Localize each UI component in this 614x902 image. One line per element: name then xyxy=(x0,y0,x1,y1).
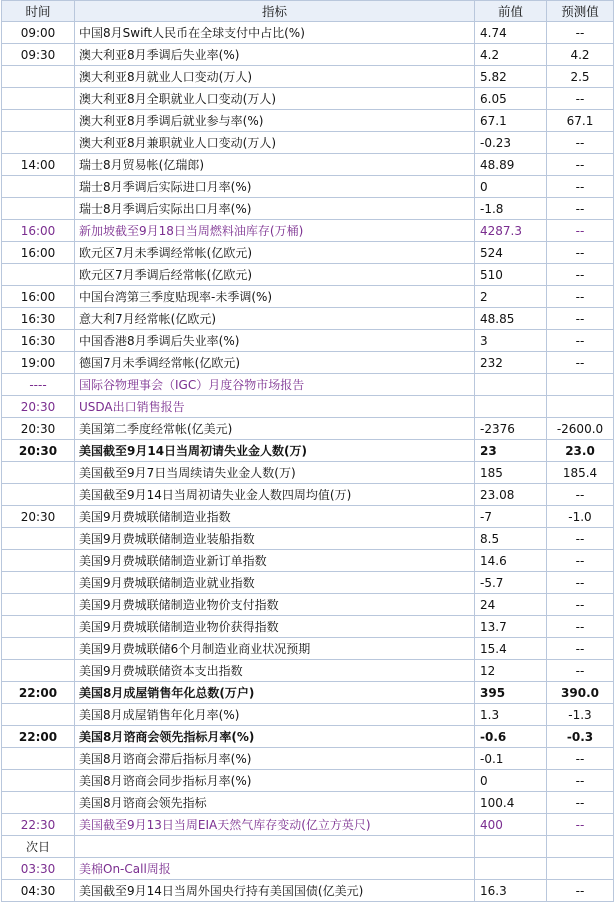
row-indicator: 澳大利亚8月全职就业人口变动(万人) xyxy=(75,88,475,110)
row-previous xyxy=(475,374,547,396)
table-row xyxy=(2,88,614,110)
row-previous xyxy=(475,396,547,418)
table-row xyxy=(2,176,614,198)
row-previous: 16.3 xyxy=(475,880,547,902)
table-row xyxy=(2,396,614,418)
row-indicator: 澳大利亚8月兼职就业人口变动(万人) xyxy=(75,132,475,154)
table-row xyxy=(2,286,614,308)
row-forecast: -- xyxy=(547,616,614,638)
table-row xyxy=(2,484,614,506)
row-previous: 12 xyxy=(475,660,547,682)
row-time: 14:00 xyxy=(2,154,75,176)
row-previous: 4.74 xyxy=(475,22,547,44)
row-indicator xyxy=(75,836,475,858)
row-indicator: 瑞士8月贸易帐(亿瑞郎) xyxy=(75,154,475,176)
row-time: 20:30 xyxy=(2,418,75,440)
table-row xyxy=(2,506,614,528)
row-forecast: -- xyxy=(547,814,614,836)
row-indicator: 美国8月谘商会同步指标月率(%) xyxy=(75,770,475,792)
table-row xyxy=(2,792,614,814)
row-previous: 23.08 xyxy=(475,484,547,506)
table-row xyxy=(2,352,614,374)
row-time: 16:00 xyxy=(2,286,75,308)
row-indicator: 美国截至9月14日当周外国央行持有美国国债(亿美元) xyxy=(75,880,475,902)
row-time xyxy=(2,638,75,660)
row-forecast: -0.3 xyxy=(547,726,614,748)
table-row xyxy=(2,814,614,836)
row-indicator: 瑞士8月季调后实际进口月率(%) xyxy=(75,176,475,198)
row-previous: 6.05 xyxy=(475,88,547,110)
row-forecast: -- xyxy=(547,748,614,770)
row-indicator: 美棉On-Call周报 xyxy=(75,858,475,880)
row-indicator: 美国8月谘商会领先指标 xyxy=(75,792,475,814)
row-previous: 0 xyxy=(475,770,547,792)
header-previous: 前值 xyxy=(475,1,547,22)
row-forecast: -1.3 xyxy=(547,704,614,726)
row-previous: 400 xyxy=(475,814,547,836)
header-indicator: 指标 xyxy=(75,1,475,22)
table-row xyxy=(2,858,614,880)
row-forecast: -2600.0 xyxy=(547,418,614,440)
row-previous: -5.7 xyxy=(475,572,547,594)
table-row xyxy=(2,330,614,352)
row-indicator: 美国截至9月7日当周续请失业金人数(万) xyxy=(75,462,475,484)
table-row xyxy=(2,616,614,638)
row-time: ---- xyxy=(2,374,75,396)
row-time xyxy=(2,132,75,154)
table-row xyxy=(2,638,614,660)
row-time xyxy=(2,594,75,616)
table-row xyxy=(2,682,614,704)
row-previous: -0.6 xyxy=(475,726,547,748)
row-indicator: 美国第二季度经常帐(亿美元) xyxy=(75,418,475,440)
row-previous: 48.89 xyxy=(475,154,547,176)
row-previous xyxy=(475,836,547,858)
table-row xyxy=(2,154,614,176)
row-indicator: 中国8月Swift人民币在全球支付中占比(%) xyxy=(75,22,475,44)
table-row xyxy=(2,66,614,88)
table-row xyxy=(2,594,614,616)
table-row xyxy=(2,242,614,264)
row-previous: 100.4 xyxy=(475,792,547,814)
row-time: 16:00 xyxy=(2,220,75,242)
row-time xyxy=(2,528,75,550)
row-time: 22:00 xyxy=(2,726,75,748)
row-forecast: -- xyxy=(547,132,614,154)
row-indicator: 澳大利亚8月就业人口变动(万人) xyxy=(75,66,475,88)
row-indicator: 新加坡截至9月18日当周燃料油库存(万桶) xyxy=(75,220,475,242)
row-time: 19:00 xyxy=(2,352,75,374)
row-previous: 524 xyxy=(475,242,547,264)
row-forecast: -- xyxy=(547,770,614,792)
row-forecast: 2.5 xyxy=(547,66,614,88)
row-time xyxy=(2,198,75,220)
row-indicator: 美国8月谘商会领先指标月率(%) xyxy=(75,726,475,748)
row-time xyxy=(2,264,75,286)
row-previous: -0.1 xyxy=(475,748,547,770)
row-previous: 395 xyxy=(475,682,547,704)
row-time xyxy=(2,176,75,198)
row-forecast: -- xyxy=(547,792,614,814)
row-time: 04:30 xyxy=(2,880,75,902)
row-forecast: 185.4 xyxy=(547,462,614,484)
row-previous: 24 xyxy=(475,594,547,616)
row-forecast: -- xyxy=(547,198,614,220)
row-time xyxy=(2,550,75,572)
row-indicator: 美国截至9月14日当周初请失业金人数四周均值(万) xyxy=(75,484,475,506)
row-indicator: 澳大利亚8月季调后就业参与率(%) xyxy=(75,110,475,132)
table-row xyxy=(2,528,614,550)
table-row xyxy=(2,880,614,902)
row-time: 20:30 xyxy=(2,506,75,528)
row-forecast: -- xyxy=(547,594,614,616)
row-forecast: 67.1 xyxy=(547,110,614,132)
row-forecast: -1.0 xyxy=(547,506,614,528)
row-time: 03:30 xyxy=(2,858,75,880)
table-row xyxy=(2,132,614,154)
row-previous: 8.5 xyxy=(475,528,547,550)
row-time: 16:00 xyxy=(2,242,75,264)
table-row xyxy=(2,726,614,748)
row-forecast xyxy=(547,836,614,858)
row-forecast: -- xyxy=(547,484,614,506)
row-forecast: -- xyxy=(547,88,614,110)
row-forecast: -- xyxy=(547,660,614,682)
row-indicator: 国际谷物理事会（IGC）月度谷物市场报告 xyxy=(75,374,475,396)
row-forecast: 4.2 xyxy=(547,44,614,66)
row-forecast: -- xyxy=(547,550,614,572)
row-forecast: -- xyxy=(547,638,614,660)
row-indicator: 美国截至9月13日当周EIA天然气库存变动(亿立方英尺) xyxy=(75,814,475,836)
row-indicator: 欧元区7月未季调经常帐(亿欧元) xyxy=(75,242,475,264)
row-time: 16:30 xyxy=(2,308,75,330)
table-row xyxy=(2,264,614,286)
row-previous: -1.8 xyxy=(475,198,547,220)
row-indicator: 美国截至9月14日当周初请失业金人数(万) xyxy=(75,440,475,462)
table-row xyxy=(2,462,614,484)
row-time: 22:30 xyxy=(2,814,75,836)
table-row xyxy=(2,440,614,462)
table-row xyxy=(2,572,614,594)
row-time xyxy=(2,770,75,792)
row-time xyxy=(2,704,75,726)
row-forecast xyxy=(547,858,614,880)
row-previous: 510 xyxy=(475,264,547,286)
row-previous: 67.1 xyxy=(475,110,547,132)
row-forecast: -- xyxy=(547,286,614,308)
row-indicator: 瑞士8月季调后实际出口月率(%) xyxy=(75,198,475,220)
row-time xyxy=(2,66,75,88)
table-row xyxy=(2,704,614,726)
row-indicator: 美国9月费城联储制造业物价获得指数 xyxy=(75,616,475,638)
row-time: 09:30 xyxy=(2,44,75,66)
row-forecast: -- xyxy=(547,880,614,902)
row-previous: 14.6 xyxy=(475,550,547,572)
table-row xyxy=(2,198,614,220)
table-row xyxy=(2,770,614,792)
row-indicator: 澳大利亚8月季调后失业率(%) xyxy=(75,44,475,66)
row-time: 次日 xyxy=(2,836,75,858)
table-row xyxy=(2,220,614,242)
row-time xyxy=(2,616,75,638)
row-time xyxy=(2,110,75,132)
row-previous: 2 xyxy=(475,286,547,308)
table-header-row xyxy=(2,1,614,22)
row-forecast: -- xyxy=(547,22,614,44)
row-previous: -0.23 xyxy=(475,132,547,154)
row-previous: -7 xyxy=(475,506,547,528)
row-time: 20:30 xyxy=(2,440,75,462)
row-time: 16:30 xyxy=(2,330,75,352)
row-previous: 232 xyxy=(475,352,547,374)
row-indicator: 美国8月成屋销售年化月率(%) xyxy=(75,704,475,726)
row-indicator: 美国9月费城联储制造业指数 xyxy=(75,506,475,528)
row-forecast: -- xyxy=(547,330,614,352)
economic-calendar-table xyxy=(1,0,614,902)
row-previous: 15.4 xyxy=(475,638,547,660)
table-row xyxy=(2,44,614,66)
row-indicator: 意大利7月经常帐(亿欧元) xyxy=(75,308,475,330)
row-time: 22:00 xyxy=(2,682,75,704)
table-row xyxy=(2,308,614,330)
header-time: 时间 xyxy=(2,1,75,22)
row-time xyxy=(2,748,75,770)
row-previous: 4.2 xyxy=(475,44,547,66)
table-row xyxy=(2,550,614,572)
row-forecast: -- xyxy=(547,528,614,550)
row-time xyxy=(2,88,75,110)
row-previous: -2376 xyxy=(475,418,547,440)
row-forecast: -- xyxy=(547,264,614,286)
header-forecast: 预测值 xyxy=(547,1,614,22)
row-forecast: -- xyxy=(547,176,614,198)
table-row xyxy=(2,836,614,858)
row-indicator: 美国9月费城联储6个月制造业商业状况预期 xyxy=(75,638,475,660)
table-row xyxy=(2,418,614,440)
row-time xyxy=(2,660,75,682)
row-indicator: 中国香港8月季调后失业率(%) xyxy=(75,330,475,352)
row-indicator: 美国8月成屋销售年化总数(万户) xyxy=(75,682,475,704)
row-previous: 4287.3 xyxy=(475,220,547,242)
row-previous: 5.82 xyxy=(475,66,547,88)
row-previous: 0 xyxy=(475,176,547,198)
row-forecast: -- xyxy=(547,220,614,242)
row-previous: 23 xyxy=(475,440,547,462)
row-forecast: 23.0 xyxy=(547,440,614,462)
row-forecast xyxy=(547,396,614,418)
row-forecast: -- xyxy=(547,572,614,594)
row-time xyxy=(2,484,75,506)
row-forecast xyxy=(547,374,614,396)
row-previous: 13.7 xyxy=(475,616,547,638)
row-time: 09:00 xyxy=(2,22,75,44)
row-forecast: -- xyxy=(547,352,614,374)
table-row xyxy=(2,374,614,396)
row-forecast: -- xyxy=(547,308,614,330)
row-time xyxy=(2,792,75,814)
table-row xyxy=(2,748,614,770)
row-previous: 48.85 xyxy=(475,308,547,330)
table-row xyxy=(2,660,614,682)
row-forecast: 390.0 xyxy=(547,682,614,704)
row-indicator: 美国9月费城联储制造业物价支付指数 xyxy=(75,594,475,616)
row-indicator: 中国台湾第三季度贴现率-未季调(%) xyxy=(75,286,475,308)
row-previous: 1.3 xyxy=(475,704,547,726)
row-indicator: 美国9月费城联储制造业新订单指数 xyxy=(75,550,475,572)
row-indicator: 欧元区7月季调后经常帐(亿欧元) xyxy=(75,264,475,286)
table-row xyxy=(2,110,614,132)
row-indicator: 美国9月费城联储制造业装船指数 xyxy=(75,528,475,550)
row-indicator: 美国9月费城联储资本支出指数 xyxy=(75,660,475,682)
row-indicator: USDA出口销售报告 xyxy=(75,396,475,418)
row-indicator: 美国8月谘商会滞后指标月率(%) xyxy=(75,748,475,770)
row-time xyxy=(2,462,75,484)
row-forecast: -- xyxy=(547,154,614,176)
row-time xyxy=(2,572,75,594)
row-time: 20:30 xyxy=(2,396,75,418)
row-previous: 3 xyxy=(475,330,547,352)
row-forecast: -- xyxy=(547,242,614,264)
row-indicator: 德国7月未季调经常帐(亿欧元) xyxy=(75,352,475,374)
row-indicator: 美国9月费城联储制造业就业指数 xyxy=(75,572,475,594)
row-previous: 185 xyxy=(475,462,547,484)
table-row xyxy=(2,22,614,44)
row-previous xyxy=(475,858,547,880)
